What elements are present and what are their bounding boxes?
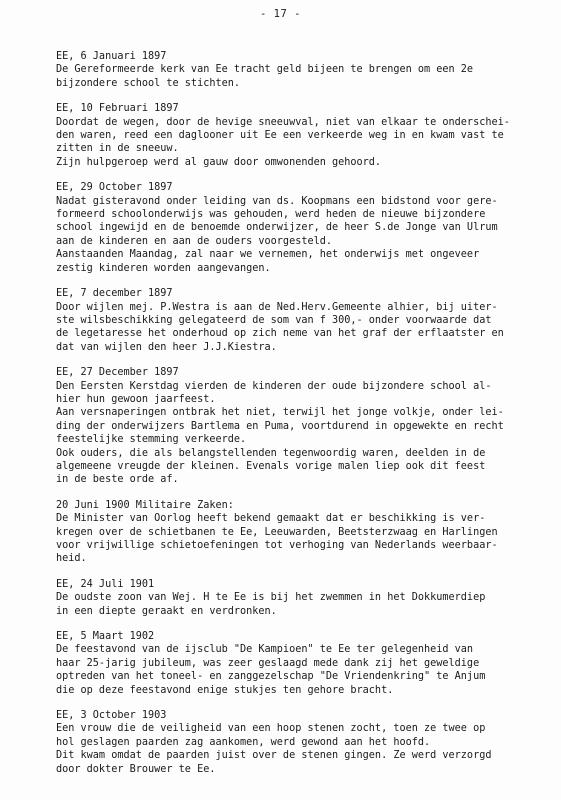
entry-text-line: De Minister van Oorlog heeft bekend gemaakt dat er beschikking is ver-	[56, 513, 486, 525]
entry-text-line: ding der onderwijzers Bartlema en Puma, voortdurend in opgewekte en recht	[56, 420, 504, 432]
entry-date: 20 Juni 1900 Militaire Zaken:	[56, 499, 234, 511]
entry-text-line: dat van wijlen den heer J.J.Kiestra.	[56, 341, 277, 353]
entry-text-line: Dit kwam omdat de paarden juist over de stenen gingen. Ze werd verzorgd	[56, 750, 492, 762]
entry-date: EE, 29 October 1897	[56, 182, 173, 194]
entry-text-line: zestig kinderen worden aangevangen.	[56, 262, 271, 274]
page-number: - 17 -	[260, 8, 301, 20]
entry-text-line: Doordat de wegen, door de hevige sneeuwval, niet van elkaar te onderschei-	[56, 116, 510, 128]
entry-text-line: heid.	[56, 553, 87, 565]
entry-date: EE, 27 December 1897	[56, 367, 179, 379]
entry-text-line: Nadat gisteravond onder leiding van ds. Koopmans een bidstond voor gere-	[56, 195, 498, 207]
entry-text-line: formeerd schoolonderwijs was gehouden, werd heden de nieuwe bijzondere	[56, 209, 486, 221]
entry-text-line: feestelijke stemming verkeerde.	[56, 434, 247, 446]
entry-date: EE, 7 december 1897	[56, 288, 173, 300]
entry-text-line: zitten in de sneeuw.	[56, 143, 179, 155]
entry-text-line: haar 25-jarig jubileum, was zeer geslaagd mede dank zij het geweldige	[56, 657, 480, 669]
news-entry	[56, 181, 536, 275]
entry-text-line: optreden van het toneel- en zanggezelschap "De Vriendenkring" te Anjum	[56, 671, 486, 683]
entry-text-line: Zijn hulpgeroep werd al gauw door omwonenden gehoord.	[56, 156, 382, 168]
entry-text-line: Door wijlen mej. P.Westra is aan de Ned.Herv.Gemeente alhier, bij uiter-	[56, 301, 498, 313]
entry-text-line: den waren, reed een daglooner uit Ee een verkeerde weg in en kwam vast te	[56, 130, 504, 142]
news-entry	[56, 366, 536, 487]
entry-text-line: De feestavond van de ijsclub "De Kampioen" te Ee ter gelegenheid van	[56, 644, 474, 656]
news-entry	[56, 50, 536, 90]
entry-text-line: hier hun gewoon jaarfeest.	[56, 393, 216, 405]
entry-date: EE, 3 October 1903	[56, 710, 167, 722]
entry-text-line: hol geslagen paarden zag aankomen, werd gewond aan het hoofd.	[56, 736, 431, 748]
entry-text-line: in de beste orde af.	[56, 474, 179, 486]
entry-date: EE, 6 Januari 1897	[56, 51, 167, 62]
entry-text-line: voor vrijwillige schietoefeningen tot verhoging van Nederlands weerbaar-	[56, 540, 498, 551]
entry-text-line: Den Eersten Kerstdag vierden de kinderen der oude bijzondere school al-	[56, 380, 492, 392]
news-entry	[56, 102, 536, 169]
entry-text-line: ste wilsbeschikking gelegateerd de som van f 300,- onder voorwaarde dat	[56, 314, 492, 326]
entry-date: EE, 10 Februari 1897	[56, 103, 179, 115]
entry-text-line: aan de kinderen en aan de ouders voorgesteld.	[56, 235, 333, 247]
entry-text-line: school ingewijd en de benoemde onderwijzer, de heer S.de Jonge van Ulrum	[56, 222, 498, 234]
entry-text-line: die op deze feestavond enige stukjes ten gehore bracht.	[56, 684, 394, 696]
entry-text-line: door dokter Brouwer te Ee.	[56, 763, 216, 775]
entry-text-line: Aanstaanden Maandag, zal naar we vernemen, het onderwijs met ongeveer	[56, 249, 480, 261]
entry-text-line: Aan versnaperingen ontbrak het niet, terwijl het jonge volkje, onder lei-	[56, 407, 504, 419]
news-entry	[56, 630, 536, 697]
news-entry	[56, 287, 536, 354]
entry-text-line: De Gereformeerde kerk van Ee tracht geld bijeen te brengen om een 2e	[56, 64, 474, 76]
news-entries	[56, 50, 536, 788]
entry-text-line: Een vrouw die de veiligheid van een hoop stenen zocht, toen ze twee op	[56, 723, 486, 735]
entry-text-line: De oudste zoon van Wej. H te Ee is bij het zwemmen in het Dokkumerdiep	[56, 592, 486, 604]
entry-text-line: kregen over de schietbanen te Ee, Leeuwarden, Beetsterzwaag en Harlingen	[56, 526, 498, 538]
entry-date: EE, 24 Juli 1901	[56, 578, 155, 590]
entry-text-line: algemeene vreugde der kleinen. Evenals vorige malen liep ook dit feest	[56, 460, 486, 472]
entry-date: EE, 5 Maart 1902	[56, 631, 155, 643]
entry-text-line: Ook ouders, die als belangstellenden tegenwoordig waren, deelden in de	[56, 447, 486, 459]
entry-text-line: bijzondere school te stichten.	[56, 77, 241, 89]
news-entry	[56, 578, 536, 618]
news-entry	[56, 499, 536, 566]
news-entry	[56, 709, 536, 776]
entry-text-line: de legetaresse het onderhoud op zich neme van het graf der erflaatster en	[56, 328, 504, 340]
entry-text-line: in een diepte geraakt en verdronken.	[56, 605, 277, 617]
